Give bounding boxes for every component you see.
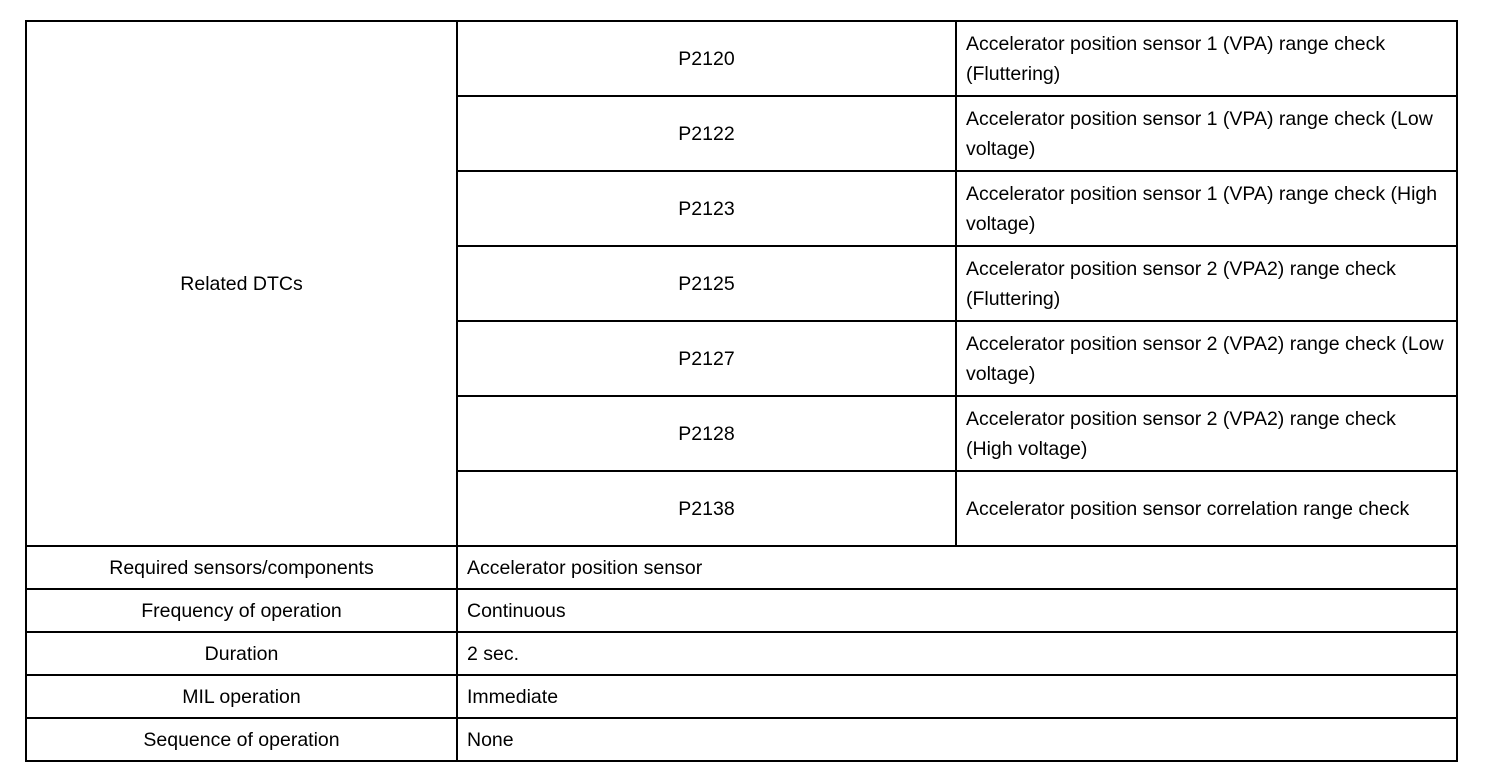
dtc-description: Accelerator position sensor 2 (VPA2) range check (Fluttering)	[956, 246, 1457, 321]
parameter-label: Duration	[26, 632, 457, 675]
parameter-label: Sequence of operation	[26, 718, 457, 761]
dtc-code: P2123	[457, 171, 956, 246]
parameter-label: MIL operation	[26, 675, 457, 718]
parameter-value: Accelerator position sensor	[457, 546, 1457, 589]
table-row	[26, 632, 1457, 675]
table-row	[26, 718, 1457, 761]
dtc-code: P2128	[457, 396, 956, 471]
dtc-description: Accelerator position sensor 1 (VPA) range check (Fluttering)	[956, 21, 1457, 96]
dtc-code: P2127	[457, 321, 956, 396]
dtc-code: P2122	[457, 96, 956, 171]
parameter-value: Immediate	[457, 675, 1457, 718]
dtc-description: Accelerator position sensor 2 (VPA2) range check (Low voltage)	[956, 321, 1457, 396]
parameter-label: Frequency of operation	[26, 589, 457, 632]
table-row	[26, 589, 1457, 632]
table-row	[26, 546, 1457, 589]
dtc-spec-table	[25, 20, 1458, 762]
parameter-value: Continuous	[457, 589, 1457, 632]
dtc-code: P2125	[457, 246, 956, 321]
parameter-value: None	[457, 718, 1457, 761]
related-dtcs-label: Related DTCs	[26, 21, 457, 546]
dtc-description: Accelerator position sensor 1 (VPA) range check (Low voltage)	[956, 96, 1457, 171]
dtc-description: Accelerator position sensor 1 (VPA) range check (High voltage)	[956, 171, 1457, 246]
parameter-label: Required sensors/components	[26, 546, 457, 589]
table-row	[26, 21, 1457, 96]
parameter-value: 2 sec.	[457, 632, 1457, 675]
dtc-code: P2138	[457, 471, 956, 546]
dtc-code: P2120	[457, 21, 956, 96]
dtc-description: Accelerator position sensor correlation range check	[956, 471, 1457, 546]
table-row	[26, 675, 1457, 718]
dtc-description: Accelerator position sensor 2 (VPA2) range check (High voltage)	[956, 396, 1457, 471]
